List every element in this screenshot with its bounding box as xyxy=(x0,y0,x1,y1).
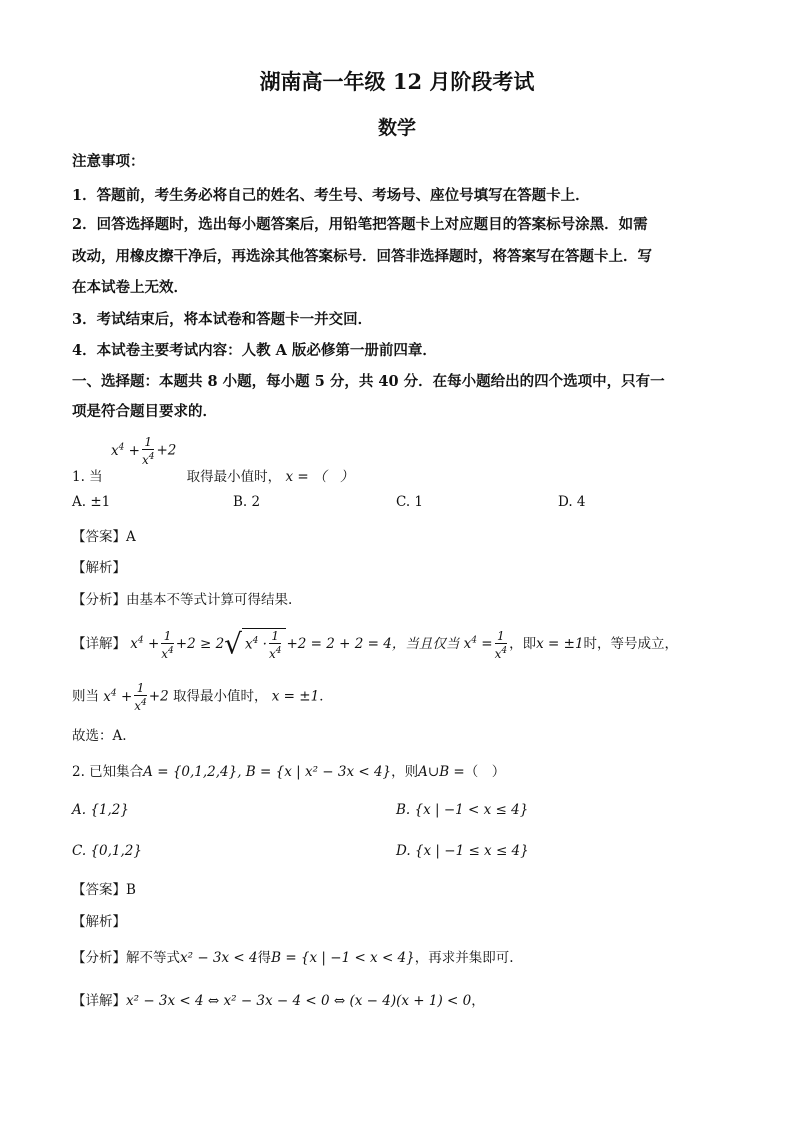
q1-then-dot: ． xyxy=(319,688,333,705)
q1-option-b: B. 2 xyxy=(233,494,261,510)
q1-then-suffix: 取得最小值时， xyxy=(172,688,268,705)
q2-stem: 2. 已知集合 xyxy=(72,764,144,780)
q2-option-d: D. {x | −1 ≤ x ≤ 4} xyxy=(396,843,529,859)
q1-prefix: 1. 当 xyxy=(72,468,103,485)
q1-expr-tail: +2 xyxy=(156,442,177,459)
q1-option-d: D. 4 xyxy=(558,494,586,510)
q2-fenxi-prefix: 【分析】解不等式 xyxy=(72,950,180,966)
q1-detail-mid: +2 ≥ 2 xyxy=(175,636,225,652)
notice-item-3: 3．考试结束后，将本试卷和答题卡一并交回． xyxy=(72,311,373,328)
q2-option-c: C. {0,1,2} xyxy=(72,843,142,859)
notice-item-2-line-1: 2．回答选择题时，选出每小题答案后，用铅笔把答题卡上对应题目的答案标号涂黑．如需 xyxy=(72,216,648,233)
q2-analysis-label: 【解析】 xyxy=(72,914,126,930)
q2-detail-end: ， xyxy=(471,993,485,1009)
q2-answer: 【答案】B xyxy=(72,882,136,898)
section-heading-line-2: 项是符合题目要求的． xyxy=(72,403,217,420)
q1-detail-cond: ，即 xyxy=(509,636,537,652)
q1-then: 则当 $x^4$ + $\frac{1}{x^4}$ +2 取得最小值时， x = ±1． xyxy=(72,681,333,713)
q1-detail-label: 【详解】 xyxy=(72,636,126,652)
q2-fenxi-end: ，再求并集即可. xyxy=(414,950,514,966)
q1-answer: 【答案】A xyxy=(72,529,136,545)
q1-choose: 故选：A. xyxy=(72,728,127,744)
q1-detail-after: +2 = 2 + 2 = 4，当且仅当 xyxy=(286,636,460,652)
q1-detail-end: 时，等号成立， xyxy=(583,636,679,652)
q2-detail-math: x² − 3x < 4 ⇔ x² − 3x − 4 < 0 ⇔ (x − 4)(x + 1) < 0 xyxy=(126,993,472,1009)
q2-detail-label: 【详解】 xyxy=(72,993,126,1009)
q1-frac-num: 1 xyxy=(142,435,155,450)
q1-suffix: 取得最小值时， xyxy=(186,468,282,485)
q2-option-b: B. {x | −1 < x ≤ 4} xyxy=(396,802,529,818)
q1-detail-eq: x = ±1 xyxy=(536,636,584,652)
notice-item-2-line-2: 改动，用橡皮擦干净后，再选涂其他答案标号．回答非选择题时，将答案写在答题卡上．写 xyxy=(72,248,652,265)
notice-item-1: 1．答题前，考生务必将自己的姓名、考生号、考场号、座位号填写在答题卡上． xyxy=(72,187,590,204)
q2-stem-tail: ，则 xyxy=(391,764,419,780)
q2-detail xyxy=(72,989,485,1009)
section-heading-line-1: 一、选择题：本题共 8 小题，每小题 5 分，共 40 分．在每小题给出的四个选项中，只有一 xyxy=(72,373,665,390)
notice-item-2-line-3: 在本试卷上无效． xyxy=(72,279,188,296)
q2-sets: A = {0,1,2,4}, B = {x | x² − 3x < 4} xyxy=(143,764,392,780)
q2-fenxi-ineq: x² − 3x < 4 xyxy=(180,950,258,966)
q2-option-a: A. {1,2} xyxy=(72,802,129,818)
q2-fenxi xyxy=(72,946,514,966)
q1-fenxi: 【分析】由基本不等式计算可得结果. xyxy=(72,592,293,608)
q1-option-c: C. 1 xyxy=(396,494,424,510)
q1-blank: x = （ ） xyxy=(285,468,354,485)
q2-union: A∪B = xyxy=(418,764,465,780)
notice-heading: 注意事项： xyxy=(72,153,145,170)
q1-analysis-label: 【解析】 xyxy=(72,560,126,576)
q1-then-ans: x = ±1 xyxy=(271,688,320,705)
q2-blank: （ ） xyxy=(464,764,506,780)
q1-detail: 【详解】 $x^4$ + $\frac{1}{x^4}$ +2 ≥ 2√ $x^4$ · $\frac{1}{x^4}$ +2 = 2 + 2 = 4，当且仅当 $x^4$ = $\frac{1}{x^4}$ ，即x = ±1时，等号成立， xyxy=(72,627,679,661)
q2-fenxi-mid: 得 xyxy=(257,950,272,966)
q1-option-a: A. ±1 xyxy=(72,494,111,510)
q1-then-prefix: 则当 xyxy=(72,688,99,705)
q2-fenxi-set: B = {x | −1 < x < 4} xyxy=(271,950,415,966)
q1-then-mid: +2 xyxy=(148,688,169,705)
exam-title: 湖南高一年级 12 月阶段考试 xyxy=(259,69,535,94)
subject-title: 数学 xyxy=(377,117,416,139)
question-2-stem xyxy=(72,760,505,780)
notice-item-4: 4．本试卷主要考试内容：人教 A 版必修第一册前四章． xyxy=(72,342,437,359)
question-1-stem: 1. 当 $x^4$ + $\frac{1}{x^4}$ +2 取得最小值时， x = （ ） xyxy=(72,435,354,485)
